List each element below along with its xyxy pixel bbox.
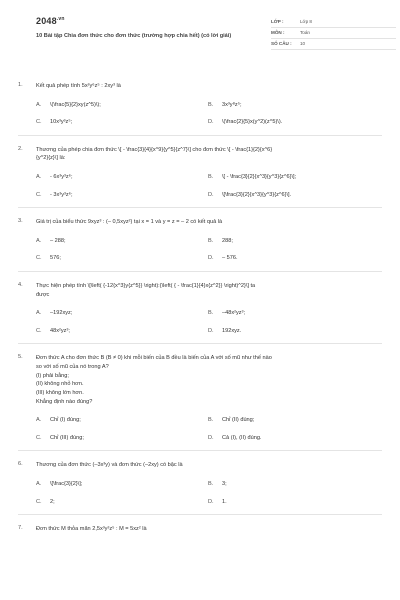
question-text xyxy=(36,146,382,163)
question-item xyxy=(18,278,382,344)
meta-value: Lớp 8 xyxy=(300,18,312,24)
answer-option[interactable] xyxy=(36,238,208,246)
question-text-line: {y^2}{z}\] là: xyxy=(36,155,66,162)
answer-option[interactable] xyxy=(36,435,208,443)
answer-option[interactable] xyxy=(208,328,380,336)
answer-option[interactable] xyxy=(36,310,208,318)
question-text-line: (III) không lớn hơn. xyxy=(36,389,84,396)
question-stem xyxy=(18,461,382,470)
option-letter: C. xyxy=(36,327,42,334)
option-letter: C. xyxy=(36,434,42,441)
question-text-line: so với số mũ của nó trong A? xyxy=(36,363,109,370)
logo-suffix: .vn xyxy=(56,16,65,22)
answer-option[interactable] xyxy=(208,238,380,246)
worksheet-meta xyxy=(271,17,396,50)
question-text-line: Thực hiện phép tính \[\left( {-12{x^3}y{z^5}} \right):{\left( { - \frac{1}{4}x{z^2}} \right)^2}\] ta xyxy=(36,282,256,289)
option-letter: B. xyxy=(208,174,214,181)
question-list xyxy=(18,78,382,548)
meta-value: 10 xyxy=(300,40,306,46)
option-text: Chỉ (II) đúng; xyxy=(222,417,255,424)
question-text xyxy=(36,525,382,534)
question-text-line: Khẳng định nào đúng? xyxy=(36,398,93,405)
answer-option[interactable] xyxy=(36,255,208,263)
option-letter: B. xyxy=(208,310,214,317)
question-text xyxy=(36,461,382,470)
answer-options xyxy=(18,310,382,335)
question-number: 3. xyxy=(18,218,23,225)
option-letter: A. xyxy=(36,174,42,181)
option-letter: B. xyxy=(208,417,214,424)
answer-options xyxy=(18,102,382,127)
meta-value: Toán xyxy=(300,29,310,35)
question-item xyxy=(18,521,382,542)
answer-option[interactable] xyxy=(36,102,208,110)
option-letter: D. xyxy=(208,255,214,262)
option-text: - 3x³y³z⁶; xyxy=(50,191,73,198)
question-stem xyxy=(18,218,382,227)
option-text: – 576. xyxy=(222,255,238,262)
option-text: 3x³y⁸z⁵; xyxy=(222,101,242,108)
option-text: 576; xyxy=(50,255,61,262)
question-number: 2. xyxy=(18,145,23,152)
option-text: –192xyz; xyxy=(50,310,73,317)
option-letter: D. xyxy=(208,119,214,126)
option-letter: D. xyxy=(208,434,214,441)
meta-row-subject xyxy=(271,28,396,39)
question-number: 7. xyxy=(18,525,23,532)
question-text xyxy=(36,82,382,91)
meta-label: SỐ CÂU : xyxy=(271,40,292,46)
answer-option[interactable] xyxy=(36,174,208,182)
answer-options xyxy=(18,238,382,263)
option-text: Chỉ (III) đúng; xyxy=(50,434,84,441)
option-letter: C. xyxy=(36,498,42,505)
question-number: 4. xyxy=(18,281,23,288)
option-letter: A. xyxy=(36,101,42,108)
option-letter: D. xyxy=(208,191,214,198)
site-logo[interactable]: $2048^{.vn}$ xyxy=(36,16,65,26)
question-number: 1. xyxy=(18,82,23,88)
answer-option[interactable] xyxy=(208,192,380,200)
option-letter: A. xyxy=(36,481,42,487)
question-text-line: Thương của phép chia đơn thức \[ - \frac{3}{4}{x^9}{y^5}{z^7}\] cho đơn thức \[ - \frac{1}{2}{x^6} xyxy=(36,146,273,153)
answer-option[interactable] xyxy=(208,499,380,507)
answer-option[interactable] xyxy=(208,102,380,110)
option-letter: D. xyxy=(208,498,214,505)
option-text: –48x²yz³; xyxy=(222,310,246,317)
option-letter: A. xyxy=(36,417,42,424)
question-text xyxy=(36,282,382,299)
option-text: - 6x³y³z⁶; xyxy=(50,174,73,181)
option-letter: C. xyxy=(36,191,42,198)
answer-option[interactable] xyxy=(36,499,208,507)
option-letter: C. xyxy=(36,119,42,126)
option-text: \[\frac{3}{2}\]; xyxy=(50,481,83,487)
option-letter: A. xyxy=(36,310,42,317)
option-text: – 288; xyxy=(50,237,66,244)
question-text xyxy=(36,218,382,227)
answer-option[interactable] xyxy=(36,328,208,336)
option-text: 48x²yz³; xyxy=(50,327,70,334)
meta-row-question-count xyxy=(271,39,396,50)
option-text: 288; xyxy=(222,237,233,244)
answer-option[interactable] xyxy=(208,310,380,318)
option-letter: B. xyxy=(208,237,214,244)
question-text-line: Giá trị của biểu thức 9xyz³ : (– 0,5xyz²) tại x = 1 và y = z = – 2 có kết quả là xyxy=(36,219,223,226)
question-number: 6. xyxy=(18,461,23,468)
option-text: \(\frac{5}{2}xy(z^5)\); xyxy=(50,101,101,108)
question-item xyxy=(18,457,382,515)
option-letter: D. xyxy=(208,327,214,334)
question-text xyxy=(36,354,382,406)
meta-row-class xyxy=(271,17,396,28)
option-text: 192xyz. xyxy=(222,327,242,334)
answer-option[interactable] xyxy=(208,481,380,489)
option-text: Chỉ (I) đúng; xyxy=(50,417,81,424)
question-text-line: Thương của đơn thức (–3x³y) và đơn thức (–2xy) có bậc là xyxy=(36,462,183,469)
question-number: 5. xyxy=(18,354,23,361)
option-letter: B. xyxy=(208,101,214,108)
answer-option[interactable] xyxy=(208,435,380,443)
worksheet-title: 10 Bài tập Chia đơn thức cho đơn thức (trường hợp chia hết) (có lời giải) xyxy=(36,33,232,39)
answer-option[interactable] xyxy=(36,481,208,489)
option-letter: B. xyxy=(208,481,214,487)
answer-options xyxy=(18,417,382,442)
question-stem xyxy=(18,525,382,534)
question-stem xyxy=(18,146,382,163)
answer-option[interactable] xyxy=(36,192,208,200)
option-text: 2; xyxy=(50,498,55,505)
answer-options xyxy=(18,174,382,199)
question-text-line: (I) phải bằng; xyxy=(36,372,69,379)
question-item xyxy=(18,214,382,272)
meta-label: MÔN : xyxy=(271,29,285,35)
question-text-line: Kết quả phép tính 5x²y⁶z⁵ : 2xy³ là xyxy=(36,83,121,89)
question-item xyxy=(18,142,382,208)
question-item xyxy=(18,350,382,451)
option-text: Cả (I), (II) đúng. xyxy=(222,434,262,441)
question-text-line: được xyxy=(36,291,50,298)
question-stem xyxy=(18,354,382,406)
answer-option[interactable] xyxy=(208,417,380,425)
question-stem xyxy=(18,82,382,91)
option-text: \[ - \frac{3}{2}{x^3}{y^3}{z^6}\]; xyxy=(222,174,297,181)
option-text: 10x³y³z⁵; xyxy=(50,119,73,126)
page-header xyxy=(18,0,382,52)
option-letter: A. xyxy=(36,237,42,244)
answer-option[interactable] xyxy=(208,255,380,263)
answer-options xyxy=(18,481,382,506)
question-text-line: (II) không nhỏ hơn. xyxy=(36,381,84,388)
meta-label: LỚP : xyxy=(271,18,284,24)
option-text: 3; xyxy=(222,481,227,487)
answer-option[interactable] xyxy=(208,119,380,127)
question-text-line: Đơn thức A cho đơn thức B (B ≠ 0) khi mỗi biến của B đều là biến của A với số mũ như thế nào xyxy=(36,355,272,362)
question-stem xyxy=(18,282,382,299)
question-item xyxy=(18,78,382,136)
answer-option[interactable] xyxy=(208,174,380,182)
option-text: \(\frac{2}{5}x(y^2)(z^5)\). xyxy=(222,119,283,126)
option-text: \[\frac{3}{2}{x^3}{y^3}{z^6}\]. xyxy=(222,191,292,198)
question-text-line: Đơn thức M thỏa mãn 2,5x³y²z⁵ : M = 5xz² là xyxy=(36,526,147,533)
option-text: 1. xyxy=(222,498,227,505)
answer-option[interactable] xyxy=(36,119,208,127)
option-letter: C. xyxy=(36,255,42,262)
answer-option[interactable] xyxy=(36,417,208,425)
